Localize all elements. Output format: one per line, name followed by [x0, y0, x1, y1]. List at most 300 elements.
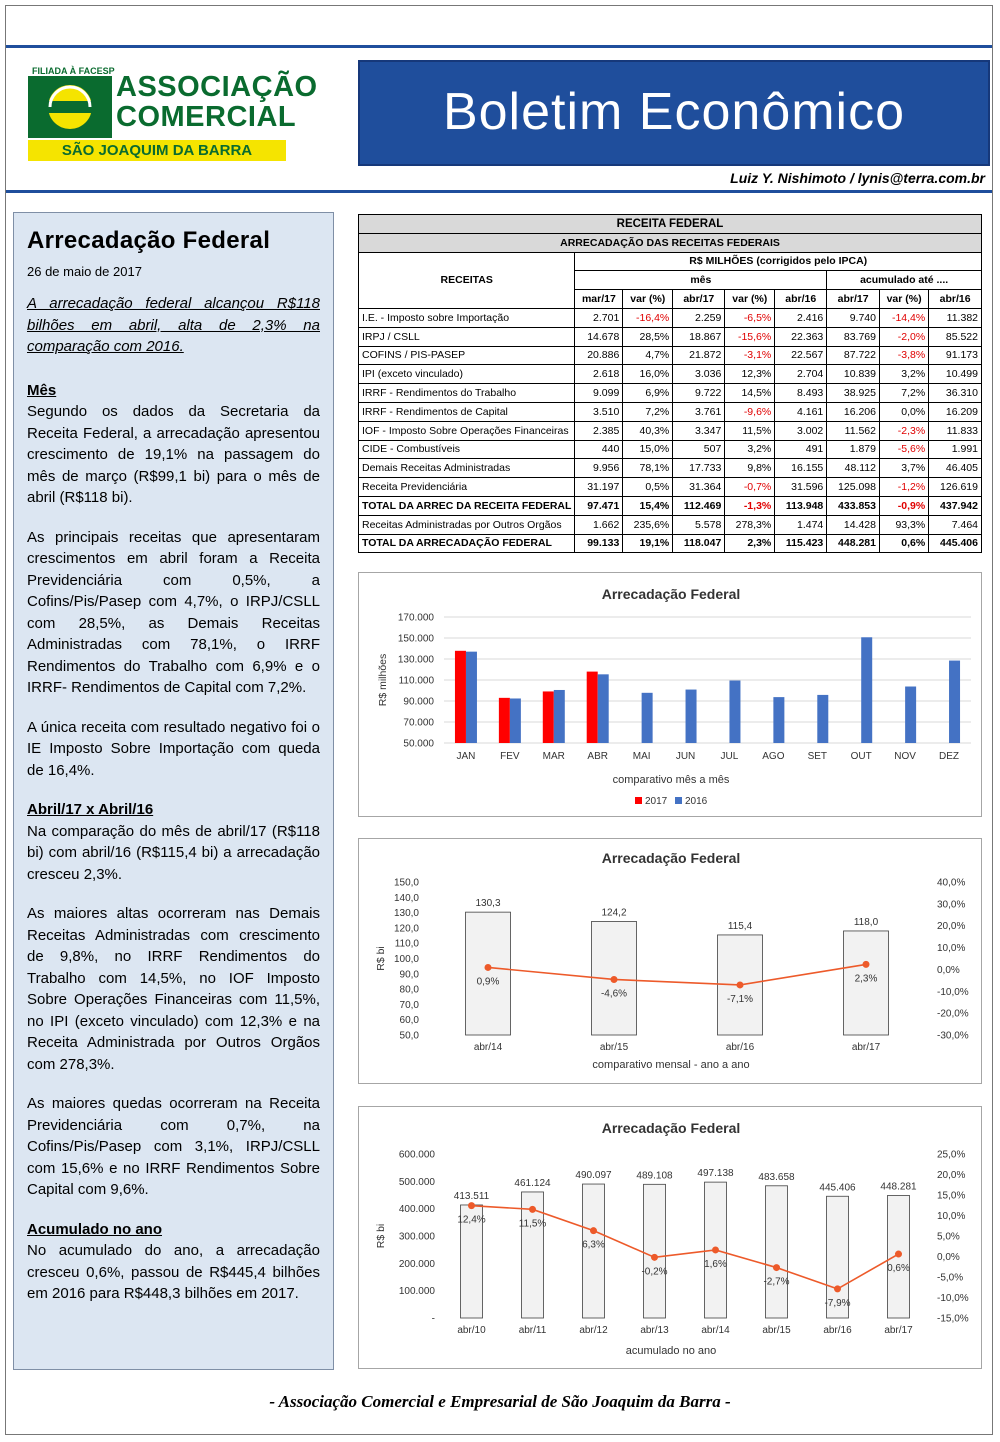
- bar: [766, 1186, 788, 1318]
- table-cell: -0,7%: [725, 478, 775, 497]
- table-cell: 28,5%: [623, 327, 673, 346]
- table-cell: 11.382: [929, 308, 982, 327]
- y-tick-label: 50,0: [399, 1030, 419, 1042]
- bar: [644, 1184, 666, 1318]
- table-cell: 15,4%: [623, 496, 673, 515]
- y-tick-label: 300.000: [398, 1231, 435, 1243]
- table-cell: 20.886: [575, 346, 623, 365]
- table-cell: 6,9%: [623, 384, 673, 403]
- table-cell: -0,9%: [879, 496, 928, 515]
- y-tick-label: 80,0: [399, 984, 419, 996]
- table-row-label: IOF - Imposto Sobre Operações Financeiras: [359, 421, 575, 440]
- table-cell: 16.206: [827, 402, 880, 421]
- growth-label: -7,9%: [824, 1297, 851, 1309]
- x-axis-label: acumulado no ano: [625, 1345, 717, 1357]
- x-tick-label: abr/17: [884, 1325, 913, 1336]
- y-tick-label: 120,0: [393, 923, 419, 935]
- y-axis-label: R$ bi: [375, 946, 387, 971]
- bar-value-label: 483.658: [758, 1171, 795, 1183]
- y2-tick-label: 40,0%: [937, 877, 966, 889]
- table-column-header: var (%): [725, 290, 775, 309]
- x-tick-label: MAI: [632, 751, 651, 762]
- growth-label: 0,9%: [476, 976, 500, 988]
- y2-tick-label: -5,0%: [937, 1272, 964, 1284]
- chart-title: Arrecadação Federal: [601, 850, 741, 866]
- table-row: [359, 346, 982, 365]
- y2-tick-label: 10,0%: [937, 943, 966, 955]
- y-axis-label: R$ milhões: [377, 653, 389, 707]
- y-tick-label: 500.000: [398, 1176, 435, 1188]
- x-axis-label: comparativo mensal - ano a ano: [592, 1059, 750, 1071]
- table-row: [359, 478, 982, 497]
- growth-point: [712, 1246, 719, 1253]
- table-cell: 19,1%: [623, 534, 673, 553]
- table-cell: 83.769: [827, 327, 880, 346]
- paragraph: Na comparação do mês de abril/17 (R$118 bi) com abril/16 (R$115,4 bi) a arrecadação cresceu 2,3%.: [27, 822, 320, 883]
- y-tick-label: 100,0: [393, 954, 419, 965]
- growth-point: [895, 1251, 902, 1258]
- table-cell: -5,6%: [879, 440, 928, 459]
- table-row: [359, 459, 982, 478]
- table-column-header: abr/16: [775, 290, 827, 309]
- table-cell: 38.925: [827, 384, 880, 403]
- bar-2017: [499, 698, 510, 743]
- y2-tick-label: 0,0%: [937, 1252, 960, 1263]
- section-heading-mes: Mês: [27, 381, 57, 399]
- table-cell: 7,2%: [623, 402, 673, 421]
- bar-value-label: 115,4: [727, 920, 753, 932]
- bulletin-title: Boletim Econômico: [358, 60, 990, 166]
- growth-point: [590, 1227, 597, 1234]
- y2-tick-label: 5,0%: [937, 1231, 960, 1243]
- table-cell: 99.133: [575, 534, 623, 553]
- table-cell: 91.173: [929, 346, 982, 365]
- growth-point: [863, 961, 870, 968]
- table-cell: -1,3%: [725, 496, 775, 515]
- x-tick-label: AGO: [762, 751, 785, 762]
- table-unit: R$ MILHÕES (corrigidos pelo IPCA): [575, 252, 982, 271]
- table-cell: 0,0%: [879, 402, 928, 421]
- table-cell: 3.002: [775, 421, 827, 440]
- bar-value-label: 497.138: [697, 1168, 734, 1180]
- y-tick-label: 150.000: [397, 633, 434, 645]
- bar-value-label: 413.511: [453, 1190, 490, 1202]
- x-tick-label: OUT: [850, 751, 872, 762]
- table-cell: 7.464: [929, 515, 982, 534]
- table-cell: 9.956: [575, 459, 623, 478]
- paragraph: As principais receitas que apresentaram crescimentos em abril foram a Receita Previdenciária com 0,5%, a Cofins/Pis/Pasep com 4,7%, o IRPJ/CSLL com 28,5%, as Demais Receitas Administradas com 78,1%, o IRRF Rendimentos do Trabalho com 6,9% e o IRRF- Rendimentos de Capital com 7,2%.: [27, 528, 320, 696]
- logo-line2: COMERCIAL: [116, 101, 297, 133]
- chart-year-over-year: [358, 838, 982, 1084]
- table-column-header: var (%): [623, 290, 673, 309]
- y2-tick-label: 15,0%: [937, 1190, 966, 1202]
- table-cell: 22.363: [775, 327, 827, 346]
- bar-value-label: 124,2: [601, 907, 627, 919]
- table-cell: 2.618: [575, 365, 623, 384]
- y-tick-label: 110.000: [398, 675, 434, 687]
- bar-value-label: 490.097: [575, 1170, 612, 1182]
- table-cell: 2,3%: [725, 534, 775, 553]
- x-tick-label: NOV: [894, 751, 916, 762]
- table-cell: 15,0%: [623, 440, 673, 459]
- growth-point: [773, 1264, 780, 1271]
- bar-2016: [905, 687, 916, 743]
- table-cell: 433.853: [827, 496, 880, 515]
- table-cell: 12,3%: [725, 365, 775, 384]
- table-cell: -3,1%: [725, 346, 775, 365]
- bar-2016: [729, 681, 740, 743]
- table-cell: 4,7%: [623, 346, 673, 365]
- legend-swatch: [635, 797, 642, 804]
- table-cell: 16,0%: [623, 365, 673, 384]
- table-row: [359, 534, 982, 553]
- table-cell: 36.310: [929, 384, 982, 403]
- table-cell: 2.259: [673, 308, 725, 327]
- table-cell: 93,3%: [879, 515, 928, 534]
- y-tick-label: 50.000: [403, 738, 434, 750]
- table-row-label: Receita Previdenciária: [359, 478, 575, 497]
- logo-name: [116, 72, 318, 132]
- article-column: [13, 212, 334, 1370]
- growth-label: 0,6%: [887, 1263, 910, 1275]
- bar-value-label: 489.108: [636, 1170, 673, 1182]
- table-cell: 7,2%: [879, 384, 928, 403]
- table-cell: 507: [673, 440, 725, 459]
- table-column-header: mar/17: [575, 290, 623, 309]
- paragraph: As maiores altas ocorreram nas Demais Receitas Administradas com crescimento de 9,8%, no IRRF Rendimentos do Trabalho com 14,5%, no IOF Imposto Sobre Operações Financeiras com 11,5%, no IPI (exceto vinculado) com 12,3% e na Receita Administrada por Outros Orgãos com 278,3%.: [27, 905, 320, 1073]
- chart-monthly: [358, 572, 982, 817]
- bar-2017: [455, 651, 466, 743]
- table-column-header: abr/17: [827, 290, 880, 309]
- x-tick-label: ABR: [587, 751, 608, 762]
- table-cell: 9.099: [575, 384, 623, 403]
- bar-2016: [949, 661, 960, 743]
- paragraph: A única receita com resultado negativo foi o IE Imposto Sobre Importação com queda de 16,4%.: [27, 718, 320, 779]
- x-tick-label: abr/16: [725, 1042, 755, 1053]
- y-tick-label: 200.000: [398, 1258, 435, 1270]
- x-tick-label: MAR: [542, 751, 565, 762]
- bar-2016: [554, 690, 565, 743]
- table-cell: -14,4%: [879, 308, 928, 327]
- bar-2016: [773, 697, 784, 743]
- bar-2017: [543, 691, 554, 743]
- chart-accumulated: [358, 1106, 982, 1369]
- table-cell: -15,6%: [725, 327, 775, 346]
- growth-point: [651, 1254, 658, 1261]
- table-cell: 18.867: [673, 327, 725, 346]
- table-column-header: var (%): [879, 290, 928, 309]
- bar-2016: [817, 695, 828, 743]
- table-row-label: IRRF - Rendimentos do Trabalho: [359, 384, 575, 403]
- y-tick-label: 100.000: [398, 1286, 435, 1298]
- table-cell: 2.416: [775, 308, 827, 327]
- table-cell: -16,4%: [623, 308, 673, 327]
- growth-point: [529, 1206, 536, 1213]
- x-tick-label: abr/12: [579, 1325, 608, 1336]
- bar-value-label: 118,0: [853, 916, 879, 928]
- growth-label: -4,6%: [600, 988, 628, 1000]
- table-row-label: IRPJ / CSLL: [359, 327, 575, 346]
- y-tick-label: 70,0: [399, 999, 419, 1011]
- growth-label: -0,2%: [641, 1266, 668, 1278]
- x-tick-label: JUL: [720, 751, 739, 762]
- table-cell: -2,0%: [879, 327, 928, 346]
- y2-tick-label: 0,0%: [937, 964, 960, 976]
- table-row: [359, 327, 982, 346]
- table-cell: 448.281: [827, 534, 880, 553]
- x-tick-label: FEV: [500, 751, 520, 762]
- table-cell: 8.493: [775, 384, 827, 403]
- table-cell: 10.839: [827, 365, 880, 384]
- y-tick-label: 110,0: [394, 938, 419, 950]
- table-cell: 9,8%: [725, 459, 775, 478]
- table-cell: 3.761: [673, 402, 725, 421]
- logo-city: SÃO JOAQUIM DA BARRA: [28, 140, 286, 161]
- y-tick-label: 140,0: [393, 892, 419, 904]
- table-cell: 125.098: [827, 478, 880, 497]
- bar-value-label: 445.406: [819, 1182, 856, 1194]
- y-tick-label: 70.000: [403, 717, 434, 729]
- table-cell: 3.347: [673, 421, 725, 440]
- table-cell: 78,1%: [623, 459, 673, 478]
- bar-2016: [510, 698, 521, 743]
- growth-point: [737, 981, 744, 988]
- x-tick-label: abr/13: [640, 1325, 669, 1336]
- table-cell: -6,5%: [725, 308, 775, 327]
- table-cell: 235,6%: [623, 515, 673, 534]
- table-cell: 97.471: [575, 496, 623, 515]
- growth-label: 2,3%: [854, 973, 878, 985]
- table-cell: 5.578: [673, 515, 725, 534]
- table-subtitle: ARRECADAÇÃO DAS RECEITAS FEDERAIS: [359, 233, 982, 252]
- table-cell: 11.562: [827, 421, 880, 440]
- y2-tick-label: -10,0%: [937, 986, 969, 998]
- table-row-label: CIDE - Combustíveis: [359, 440, 575, 459]
- growth-line: [488, 964, 866, 985]
- table-cell: 437.942: [929, 496, 982, 515]
- table-cell: 491: [775, 440, 827, 459]
- table-cell: 113.948: [775, 496, 827, 515]
- table-group-acumulado: acumulado até ....: [827, 271, 982, 290]
- author-line: Luiz Y. Nishimoto / lynis@terra.com.br: [730, 170, 985, 186]
- table-row: [359, 421, 982, 440]
- section-heading-abril: Abril/17 x Abril/16: [27, 801, 154, 818]
- growth-point: [485, 964, 492, 971]
- y-tick-label: 130,0: [393, 908, 419, 920]
- article-date: 26 de maio de 2017: [27, 264, 142, 279]
- table-row-label: TOTAL DA ARREC DA RECEITA FEDERAL: [359, 496, 575, 515]
- table-cell: 31.596: [775, 478, 827, 497]
- section-heading-acumulado: Acumulado no ano: [27, 1220, 162, 1238]
- bar-value-label: 130,3: [475, 898, 501, 910]
- table-cell: -2,3%: [879, 421, 928, 440]
- table-cell: 16.155: [775, 459, 827, 478]
- table-cell: 85.522: [929, 327, 982, 346]
- table-cell: 21.872: [673, 346, 725, 365]
- growth-label: 1,6%: [704, 1258, 727, 1270]
- y2-tick-label: 25,0%: [937, 1149, 966, 1161]
- y-tick-label: -: [431, 1313, 435, 1325]
- y2-tick-label: -30,0%: [937, 1030, 969, 1042]
- table-cell: 118.047: [673, 534, 725, 553]
- y-tick-label: 130.000: [397, 654, 434, 666]
- table-column-header: abr/16: [929, 290, 982, 309]
- paragraph: As maiores quedas ocorreram na Receita Previdenciária com 0,7%, na Cofins/Pis/Pasep com 3,1%, IRPJ/CSLL com 15,6% e no IRRF Rendimentos Sobre Capital com 9,6%.: [27, 1095, 320, 1198]
- table-cell: 10.499: [929, 365, 982, 384]
- table-cell: 14.428: [827, 515, 880, 534]
- table-cell: 3,2%: [725, 440, 775, 459]
- y-tick-label: 400.000: [398, 1204, 435, 1216]
- article-lead: A arrecadação federal alcançou R$118 bilhões em abril, alta de 2,3% na comparação com 2016.: [27, 295, 320, 355]
- table-title: RECEITA FEDERAL: [359, 215, 982, 234]
- table-cell: 1.991: [929, 440, 982, 459]
- table-row: [359, 308, 982, 327]
- footer: - Associação Comercial e Empresarial de São Joaquim da Barra -: [269, 1392, 731, 1411]
- legend-label: 2016: [685, 796, 708, 807]
- table-cell: 440: [575, 440, 623, 459]
- table-cell: 1.474: [775, 515, 827, 534]
- y-tick-label: 600.000: [398, 1149, 435, 1161]
- legend-label: 2017: [645, 796, 668, 807]
- table-row-label: I.E. - Imposto sobre Importação: [359, 308, 575, 327]
- table-cell: 2.385: [575, 421, 623, 440]
- table-cell: 87.722: [827, 346, 880, 365]
- growth-label: 12,4%: [457, 1214, 486, 1226]
- y-tick-label: 90,0: [399, 969, 419, 981]
- table-cell: 11,5%: [725, 421, 775, 440]
- bar-2016: [466, 652, 477, 743]
- chart-title: Arrecadação Federal: [601, 1120, 741, 1136]
- y2-tick-label: 10,0%: [937, 1211, 966, 1222]
- x-tick-label: DEZ: [939, 751, 960, 762]
- y2-tick-label: -10,0%: [937, 1293, 969, 1304]
- chart-monthly-svg: [359, 573, 983, 818]
- table-row: [359, 402, 982, 421]
- x-tick-label: abr/14: [473, 1042, 503, 1053]
- growth-label: -2,7%: [763, 1276, 790, 1288]
- bar-2016: [642, 693, 653, 743]
- growth-point: [834, 1285, 841, 1292]
- bar: [466, 912, 511, 1035]
- table-cell: 3.510: [575, 402, 623, 421]
- table-cell: 17.733: [673, 459, 725, 478]
- table-row-label: TOTAL DA ARRECADAÇÃO FEDERAL: [359, 534, 575, 553]
- table-cell: 0,5%: [623, 478, 673, 497]
- logo: [28, 66, 318, 162]
- x-tick-label: SET: [807, 751, 828, 762]
- bar-2017: [587, 672, 598, 743]
- logo-affiliation: FILIADA À FACESP: [32, 66, 115, 76]
- table-cell: 445.406: [929, 534, 982, 553]
- table-cell: 0,6%: [879, 534, 928, 553]
- bar: [583, 1184, 605, 1318]
- table-cell: 22.567: [775, 346, 827, 365]
- x-tick-label: abr/14: [701, 1325, 730, 1336]
- growth-label: -7,1%: [726, 993, 754, 1005]
- x-tick-label: abr/15: [599, 1042, 629, 1053]
- table-cell: 48.112: [827, 459, 880, 478]
- table-row-label: IRRF - Rendimentos de Capital: [359, 402, 575, 421]
- table-cell: 16.209: [929, 402, 982, 421]
- bar-value-label: 461.124: [514, 1177, 551, 1189]
- table-cell: 14,5%: [725, 384, 775, 403]
- table-cell: 3.036: [673, 365, 725, 384]
- table-cell: 115.423: [775, 534, 827, 553]
- y-axis-label: R$ bi: [375, 1223, 387, 1249]
- x-tick-label: JUN: [675, 751, 696, 762]
- table-cell: 2.704: [775, 365, 827, 384]
- table-group-mes: mês: [575, 271, 827, 290]
- x-tick-label: abr/10: [457, 1325, 486, 1336]
- x-tick-label: abr/16: [823, 1325, 852, 1336]
- article-title: Arrecadação Federal: [27, 227, 271, 254]
- header-rule: [6, 190, 992, 193]
- chart-yoy-svg: [359, 839, 983, 1085]
- table-body: [359, 308, 982, 552]
- bar-2016: [686, 690, 697, 743]
- table-cell: 112.469: [673, 496, 725, 515]
- table-cell: 126.619: [929, 478, 982, 497]
- table-row-label: COFINS / PIS-PASEP: [359, 346, 575, 365]
- table-cell: 14.678: [575, 327, 623, 346]
- x-axis-label: comparativo mês a mês: [612, 774, 730, 786]
- table-row: [359, 515, 982, 534]
- table-row-label: Demais Receitas Administradas: [359, 459, 575, 478]
- chart-title: Arrecadação Federal: [601, 586, 741, 602]
- table-row: [359, 496, 982, 515]
- table-cell: 3,7%: [879, 459, 928, 478]
- y2-tick-label: 30,0%: [937, 899, 966, 911]
- table-column-header: abr/17: [673, 290, 725, 309]
- table-cell: 31.197: [575, 478, 623, 497]
- growth-label: 6,3%: [582, 1239, 605, 1251]
- bar-value-label: 448.281: [880, 1181, 917, 1193]
- growth-label: 11,5%: [518, 1218, 547, 1230]
- table-row: [359, 365, 982, 384]
- paragraph: Segundo os dados da Secretaria da Receita Federal, a arrecadação apresentou crescimento de 19,1% na passagem do mês de março (R$99,1 bi) para o mês de abril (R$118 bi).: [27, 403, 320, 506]
- table-cell: 2.701: [575, 308, 623, 327]
- x-tick-label: abr/15: [762, 1325, 791, 1336]
- x-tick-label: abr/11: [518, 1325, 547, 1336]
- top-rule: [6, 45, 992, 48]
- table-cell: 3,2%: [879, 365, 928, 384]
- y-tick-label: 170.000: [397, 612, 434, 624]
- growth-point: [611, 976, 618, 983]
- table-row: [359, 440, 982, 459]
- y-tick-label: 60,0: [399, 1015, 419, 1027]
- y2-tick-label: -20,0%: [937, 1008, 969, 1020]
- x-tick-label: abr/17: [851, 1042, 881, 1053]
- legend-swatch: [675, 797, 682, 804]
- table-cell: 11.833: [929, 421, 982, 440]
- y-tick-label: 150,0: [393, 877, 419, 889]
- table-cell: 1.662: [575, 515, 623, 534]
- table-cell: -9,6%: [725, 402, 775, 421]
- table-cell: 4.161: [775, 402, 827, 421]
- revenue-table: [358, 214, 982, 553]
- table-cell: 46.405: [929, 459, 982, 478]
- paragraph: No acumulado do ano, a arrecadação cresceu 0,6%, passou de R$445,4 bilhões em 2016 para R$448,3 bilhões em 2017.: [27, 1242, 320, 1302]
- x-tick-label: JAN: [456, 751, 476, 762]
- bar-2016: [598, 674, 609, 743]
- table-row: [359, 384, 982, 403]
- table-cell: 9.722: [673, 384, 725, 403]
- table-cell: -3,8%: [879, 346, 928, 365]
- logo-mark-icon: [28, 76, 112, 138]
- table-row-label: Receitas Administradas por Outros Orgãos: [359, 515, 575, 534]
- table-cell: 278,3%: [725, 515, 775, 534]
- y2-tick-label: 20,0%: [937, 1170, 966, 1181]
